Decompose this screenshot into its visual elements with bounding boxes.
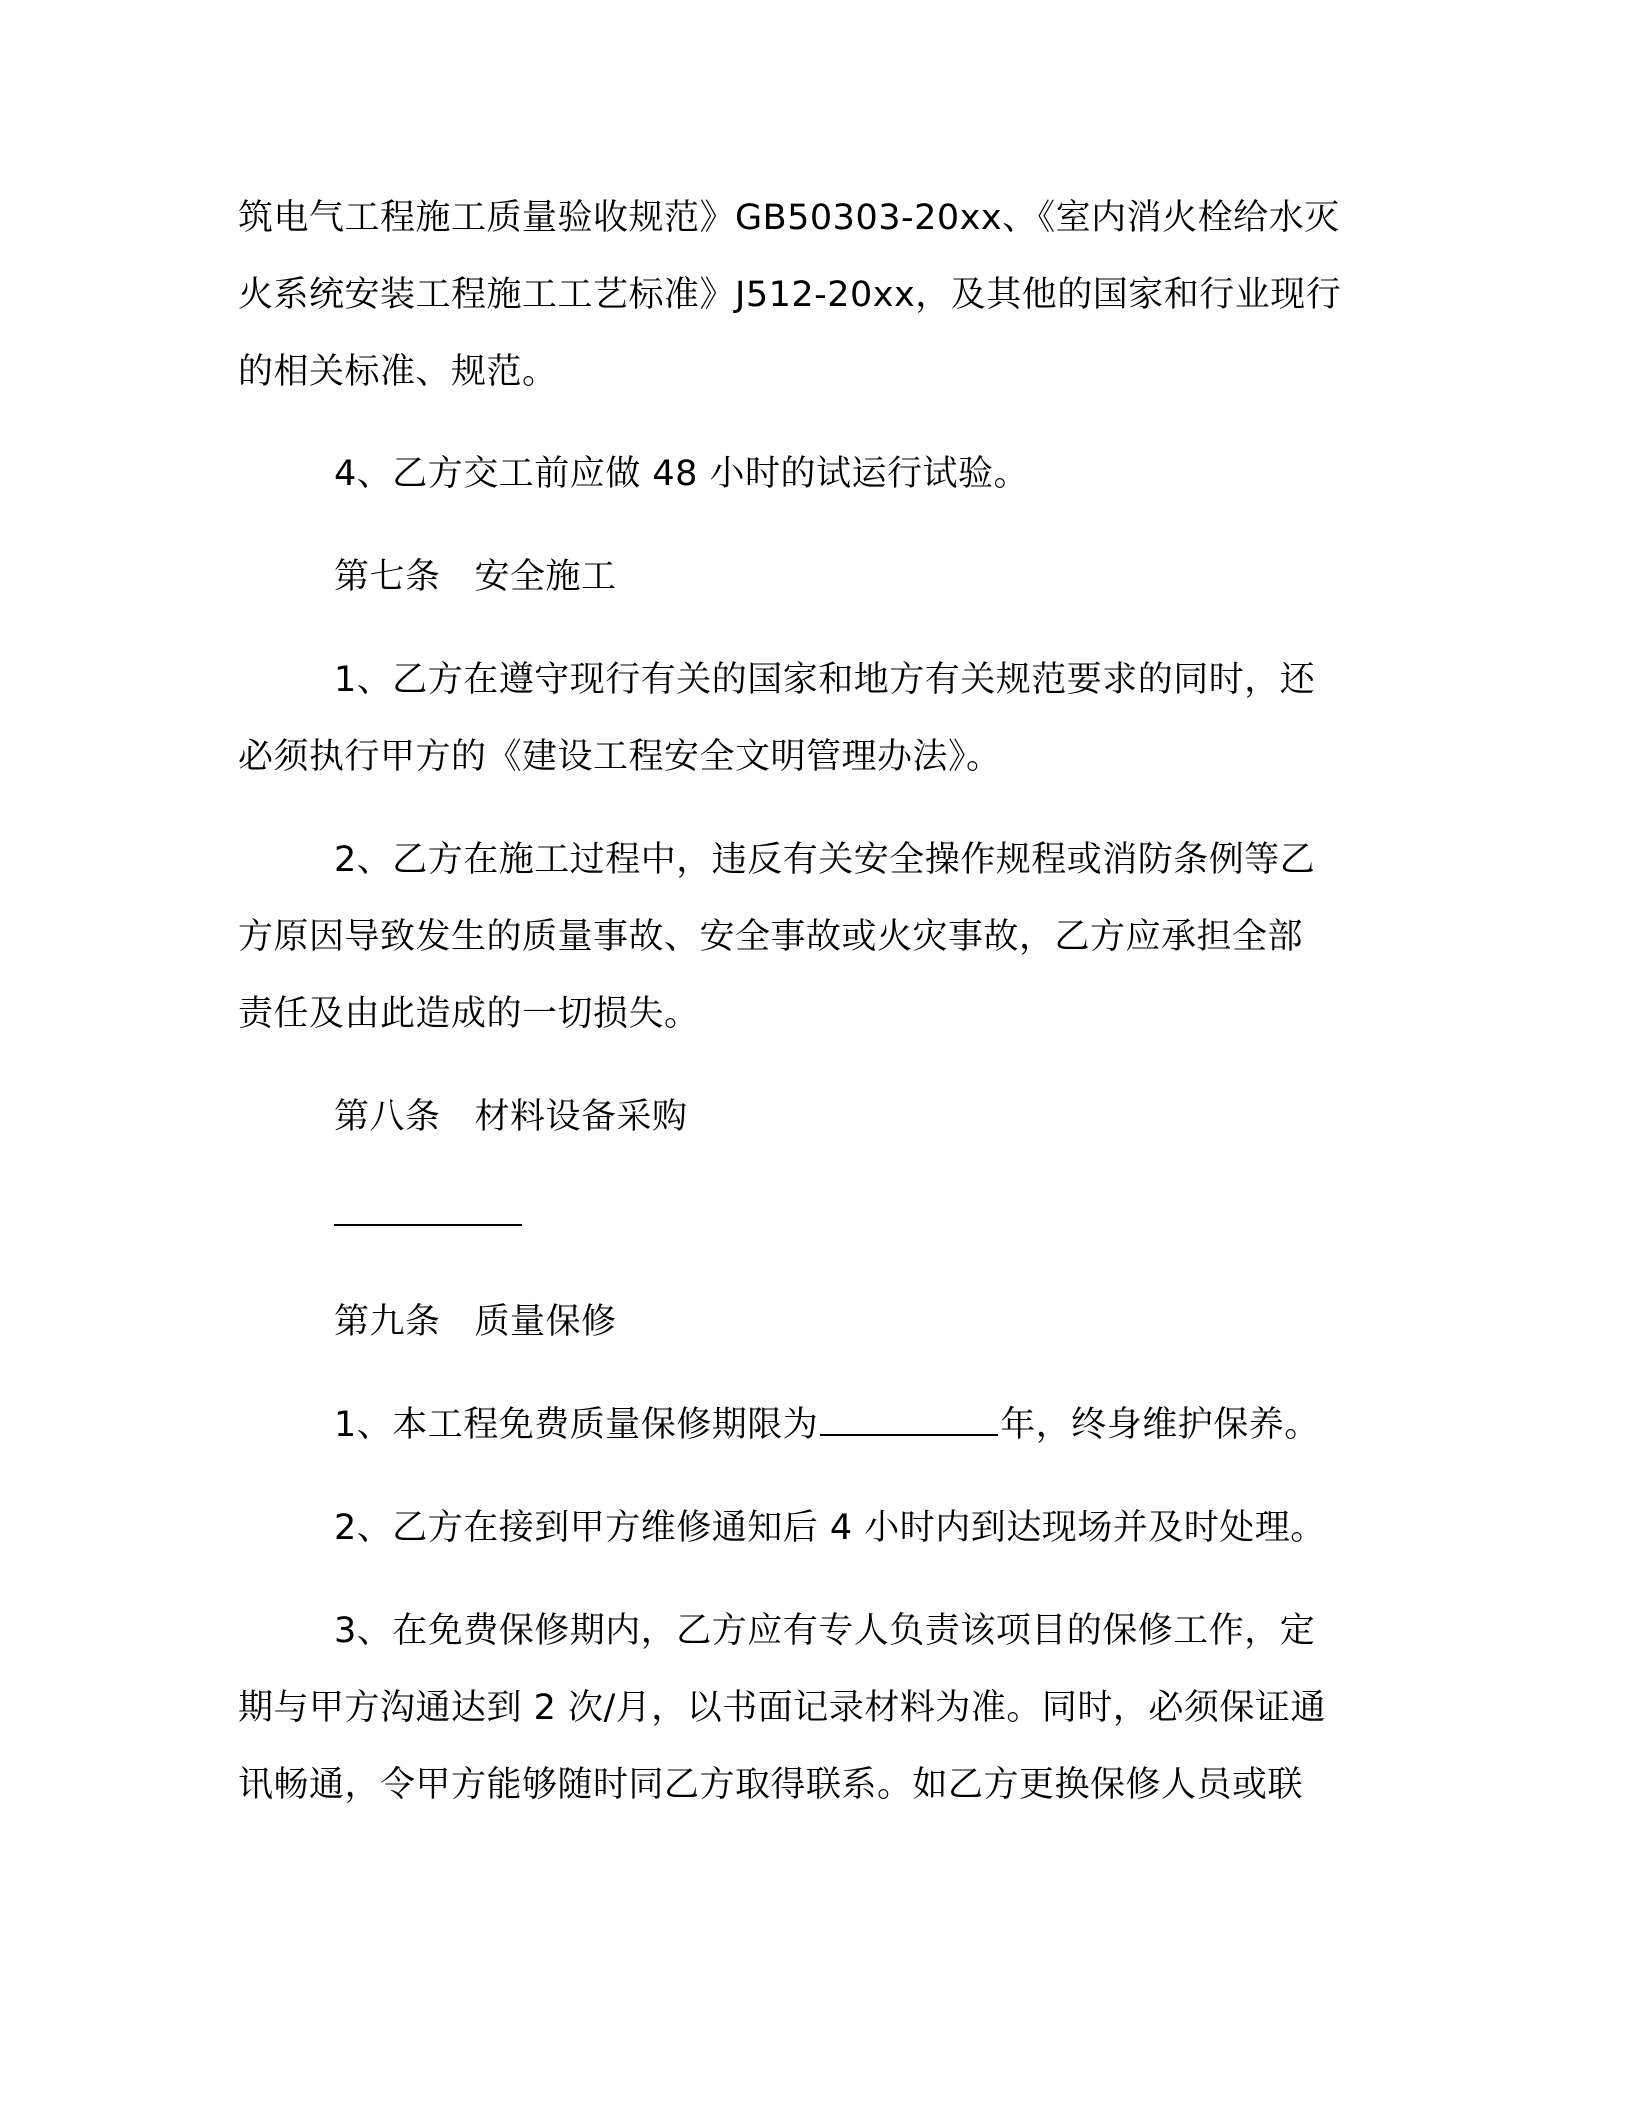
article-7-item-1-line-2: 必须执行甲方的《建设工程安全文明管理办法》。 xyxy=(238,737,1002,777)
article-9-item-2: 2、乙方在接到甲方维修通知后 4 小时内到达现场并及时处理。 xyxy=(334,1508,1326,1548)
article-9-number: 第九条 xyxy=(334,1302,441,1342)
article-7-item-2-line-1: 2、乙方在施工过程中，违反有关安全操作规程或消防条例等乙 xyxy=(334,840,1316,880)
article-7-heading xyxy=(334,555,617,599)
warranty-period-suffix: 年，终身维护保养。 xyxy=(1000,1405,1320,1445)
article-8-title: 材料设备采购 xyxy=(474,1097,688,1137)
article-7-item-2-line-2: 方原因导致发生的质量事故、安全事故或火灾事故，乙方应承担全部 xyxy=(238,917,1304,957)
article-9-heading xyxy=(334,1300,617,1344)
warranty-period-prefix: 1、本工程免费质量保修期限为 xyxy=(334,1405,819,1445)
item-4-trial-run: 4、乙方交工前应做 48 小时的试运行试验。 xyxy=(334,454,1030,494)
spec-line-1: 筑电气工程施工质量验收规范》GB50303-20xx、《室内消火栓给水灭 xyxy=(238,198,1340,238)
article-7-number: 第七条 xyxy=(334,557,441,597)
article-9-title: 质量保修 xyxy=(474,1302,617,1342)
fill-in-blank-line xyxy=(334,1224,522,1226)
spec-line-3: 的相关标准、规范。 xyxy=(238,352,558,392)
article-9-item-3-line-1: 3、在免费保修期内，乙方应有专人负责该项目的保修工作，定 xyxy=(334,1611,1316,1651)
article-8-number: 第八条 xyxy=(334,1097,441,1137)
article-7-item-1-line-1: 1、乙方在遵守现行有关的国家和地方有关规范要求的同时，还 xyxy=(334,660,1316,700)
article-9-item-3-line-3: 讯畅通，令甲方能够随时同乙方取得联系。如乙方更换保修人员或联 xyxy=(238,1765,1304,1805)
spec-line-2: 火系统安装工程施工工艺标准》J512-20xx，及其他的国家和行业现行 xyxy=(238,275,1342,315)
article-9-item-1 xyxy=(334,1403,1320,1447)
warranty-period-blank xyxy=(820,1404,998,1436)
article-9-item-3-line-2: 期与甲方沟通达到 2 次/月，以书面记录材料为准。同时，必须保证通 xyxy=(238,1688,1326,1728)
article-7-title: 安全施工 xyxy=(474,557,617,597)
article-7-item-2-line-3: 责任及由此造成的一切损失。 xyxy=(238,994,700,1034)
article-8-heading xyxy=(334,1095,688,1139)
